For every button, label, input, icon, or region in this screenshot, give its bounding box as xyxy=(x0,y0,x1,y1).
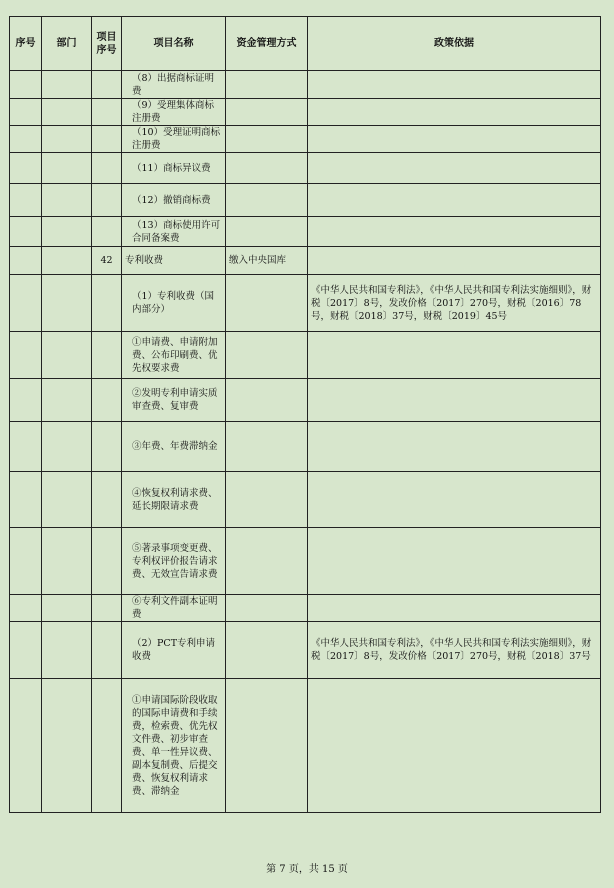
cell-dept xyxy=(42,595,92,622)
cell-policy xyxy=(308,99,601,126)
page-footer: 第 7 页，共 15 页 xyxy=(266,864,348,875)
cell-fund xyxy=(226,472,308,528)
cell-item-name: （2）PCT专利申请收费 xyxy=(122,622,226,679)
cell-policy xyxy=(308,71,601,99)
cell-fund xyxy=(226,99,308,126)
cell-item-no xyxy=(92,622,122,679)
col-header-fund: 资金管理方式 xyxy=(226,17,308,71)
cell-item-name: （8）出据商标证明费 xyxy=(122,71,226,99)
cell-seq xyxy=(10,99,42,126)
cell-item-name: ⑤著录事项变更费、专利权评价报告请求费、无效宣告请求费 xyxy=(122,528,226,595)
cell-item-name: （10）受理证明商标注册费 xyxy=(122,126,226,153)
cell-seq xyxy=(10,126,42,153)
cell-policy: 《中华人民共和国专利法》，《中华人民共和国专利法实施细则》，财税〔2017〕8号，发改价格〔2017〕270号，财税〔2016〕78号，财税〔2018〕37号，财税〔2019〕45号 xyxy=(308,275,601,332)
col-header-seq: 序号 xyxy=(10,17,42,71)
cell-seq xyxy=(10,472,42,528)
cell-item-no xyxy=(92,184,122,217)
cell-fund xyxy=(226,126,308,153)
col-header-item-no: 项目序号 xyxy=(92,17,122,71)
cell-dept xyxy=(42,184,92,217)
table-row xyxy=(10,332,601,379)
cell-seq xyxy=(10,622,42,679)
table-row xyxy=(10,126,601,153)
cell-dept xyxy=(42,622,92,679)
table-row xyxy=(10,247,601,275)
cell-item-no xyxy=(92,153,122,184)
cell-policy xyxy=(308,528,601,595)
cell-fund xyxy=(226,184,308,217)
cell-item-name: ⑥专利文件副本证明费 xyxy=(122,595,226,622)
cell-item-no xyxy=(92,422,122,472)
table-row xyxy=(10,422,601,472)
table-row xyxy=(10,528,601,595)
cell-seq xyxy=(10,217,42,247)
cell-fund xyxy=(226,528,308,595)
cell-seq xyxy=(10,379,42,422)
cell-item-no xyxy=(92,379,122,422)
cell-dept xyxy=(42,153,92,184)
cell-item-name: 专利收费 xyxy=(122,247,226,275)
cell-policy: 《中华人民共和国专利法》，《中华人民共和国专利法实施细则》，财税〔2017〕8号，发改价格〔2017〕270号，财税〔2018〕37号 xyxy=(308,622,601,679)
cell-policy xyxy=(308,595,601,622)
cell-policy xyxy=(308,247,601,275)
cell-item-no: 42 xyxy=(92,247,122,275)
cell-dept xyxy=(42,379,92,422)
cell-seq xyxy=(10,595,42,622)
cell-item-name: （12）撤销商标费 xyxy=(122,184,226,217)
cell-item-name: ④恢复权利请求费、延长期限请求费 xyxy=(122,472,226,528)
table-row xyxy=(10,99,601,126)
cell-dept xyxy=(42,422,92,472)
table-row xyxy=(10,622,601,679)
cell-policy xyxy=(308,472,601,528)
cell-item-no xyxy=(92,275,122,332)
cell-item-no xyxy=(92,71,122,99)
cell-seq xyxy=(10,247,42,275)
cell-fund xyxy=(226,622,308,679)
cell-dept xyxy=(42,332,92,379)
cell-seq xyxy=(10,71,42,99)
cell-item-name: （1）专利收费（国内部分） xyxy=(122,275,226,332)
cell-fund xyxy=(226,422,308,472)
cell-item-name: ③年费、年费滞纳金 xyxy=(122,422,226,472)
table-row xyxy=(10,217,601,247)
cell-seq xyxy=(10,275,42,332)
cell-policy xyxy=(308,422,601,472)
cell-dept xyxy=(42,247,92,275)
cell-dept xyxy=(42,472,92,528)
cell-fund xyxy=(226,71,308,99)
cell-item-no xyxy=(92,217,122,247)
cell-seq xyxy=(10,184,42,217)
table-row xyxy=(10,472,601,528)
cell-item-name: （11）商标异议费 xyxy=(122,153,226,184)
cell-item-no xyxy=(92,679,122,813)
cell-item-no xyxy=(92,332,122,379)
cell-dept xyxy=(42,217,92,247)
cell-item-name: （13）商标使用许可合同备案费 xyxy=(122,217,226,247)
cell-dept xyxy=(42,679,92,813)
cell-policy xyxy=(308,126,601,153)
cell-fund xyxy=(226,217,308,247)
cell-policy xyxy=(308,184,601,217)
cell-seq xyxy=(10,153,42,184)
cell-item-no xyxy=(92,528,122,595)
cell-dept xyxy=(42,275,92,332)
cell-fund: 缴入中央国库 xyxy=(226,247,308,275)
fee-table xyxy=(9,16,601,813)
table-row xyxy=(10,153,601,184)
table-row xyxy=(10,595,601,622)
cell-policy xyxy=(308,153,601,184)
cell-dept xyxy=(42,528,92,595)
cell-fund xyxy=(226,679,308,813)
cell-seq xyxy=(10,528,42,595)
cell-item-no xyxy=(92,595,122,622)
cell-seq xyxy=(10,679,42,813)
header-row xyxy=(10,17,601,71)
col-header-item-name: 项目名称 xyxy=(122,17,226,71)
cell-fund xyxy=(226,153,308,184)
cell-item-no xyxy=(92,99,122,126)
cell-fund xyxy=(226,379,308,422)
table-row xyxy=(10,379,601,422)
table-row xyxy=(10,275,601,332)
cell-fund xyxy=(226,595,308,622)
table-row xyxy=(10,679,601,813)
cell-policy xyxy=(308,217,601,247)
col-header-dept: 部门 xyxy=(42,17,92,71)
cell-item-name: （9）受理集体商标注册费 xyxy=(122,99,226,126)
cell-item-no xyxy=(92,126,122,153)
table-row xyxy=(10,184,601,217)
cell-policy xyxy=(308,379,601,422)
cell-fund xyxy=(226,332,308,379)
cell-seq xyxy=(10,422,42,472)
cell-item-name: ①申请国际阶段收取的国际申请费和手续费，检索费、优先权文件费、初步审查费、单一性异议费、副本复制费、后提交费、恢复权利请求费、滞纳金 xyxy=(122,679,226,813)
cell-seq xyxy=(10,332,42,379)
cell-dept xyxy=(42,126,92,153)
cell-policy xyxy=(308,679,601,813)
col-header-policy: 政策依据 xyxy=(308,17,601,71)
cell-fund xyxy=(226,275,308,332)
cell-item-name: ①申请费、申请附加费、公布印刷费、优先权要求费 xyxy=(122,332,226,379)
cell-item-no xyxy=(92,472,122,528)
table-row xyxy=(10,71,601,99)
cell-item-name: ②发明专利申请实质审查费、复审费 xyxy=(122,379,226,422)
cell-dept xyxy=(42,71,92,99)
cell-policy xyxy=(308,332,601,379)
cell-dept xyxy=(42,99,92,126)
